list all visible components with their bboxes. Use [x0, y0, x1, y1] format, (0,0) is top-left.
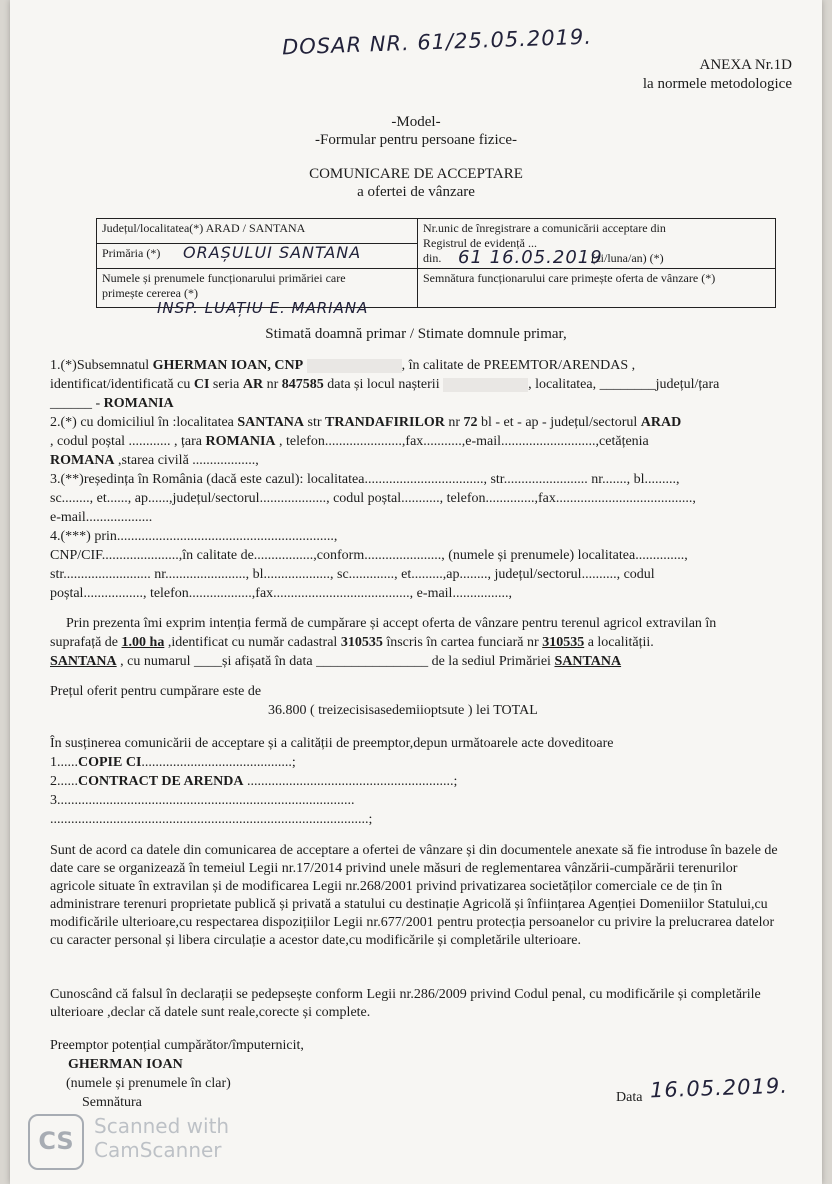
domicile-line-2: [50, 434, 649, 450]
camscanner-watermark: [94, 1114, 229, 1162]
residence-line-1: 3.(**)reședința în România (dacă este cazul): localitatea.................................., str........................ nr......., bl.........,: [50, 472, 680, 487]
dosar-handwritten: DOSAR NR. 61/25.05.2019.: [281, 24, 593, 60]
domicile-prefix: 2.(*) cu domiciliul în :localitatea: [50, 415, 238, 430]
id-serie-label: seria: [209, 377, 243, 392]
domicile-street-label: str: [304, 415, 326, 430]
salutation: Stimată doamnă primar / Stimate domnule primar,: [265, 326, 567, 342]
citizenship: ROMANA: [50, 453, 115, 468]
cadastral-label: ,identificat cu număr cadastral: [164, 635, 341, 650]
annex-number: ANEXA Nr.1D: [699, 57, 792, 73]
price-value: 36.800 ( treizecisisasedemiioptsute ) lei TOTAL: [268, 703, 538, 718]
id-nr: 847585: [281, 377, 324, 392]
signer-name: GHERMAN IOAN: [68, 1057, 183, 1072]
cf-number: 310535: [542, 635, 585, 650]
area-value: 1.00 ha: [121, 635, 165, 650]
residence-line-2: sc........, et......, ap......,județul/sectorul..................., codul poștal..........., telefon..............,fax.......................................,: [50, 491, 696, 506]
id-nr-label: nr: [263, 377, 282, 392]
document-page: [10, 0, 822, 1184]
identity-line-2: [50, 377, 719, 393]
watermark-line-1: Scanned with: [94, 1114, 230, 1138]
identity-prefix: 1.(*)Subsemnatul: [50, 358, 153, 373]
form-title-sub: a ofertei de vânzare: [357, 184, 475, 200]
annex-norms: la normele metodologice: [642, 76, 792, 92]
id-serie: AR: [242, 377, 264, 392]
intent-town-hall: SANTANA: [554, 654, 622, 669]
annex-heading: [643, 56, 792, 94]
nr-unic-label: Nr.unic de înregistrare a comunicării acceptare din: [423, 221, 666, 235]
doc-1-name: COPIE CI: [78, 755, 142, 770]
intent-line-3: [50, 654, 621, 670]
proxy-line-2: CNP/CIF......................,în calitate de.................,conform......................, (numele și prenumele) localitatea..............,: [50, 548, 688, 563]
functionar-handwritten: INSP. LUAȚIU E. MARIANA: [157, 299, 369, 317]
domicile-nr: 72: [463, 415, 478, 430]
birth-redacted: [443, 378, 528, 392]
doc-2-prefix: 2......: [50, 774, 78, 789]
domicile-details: bl - et - ap - județul/sectorul: [477, 415, 641, 430]
judet-label: Județul/localitatea(*) ARAD / SANTANA: [102, 221, 306, 235]
signer-role: Preemptor potențial cumpărător/împuternicit,: [50, 1038, 304, 1053]
country: ROMANIA: [103, 396, 174, 411]
functionar-cell: [97, 269, 418, 317]
identity-capacity: , în calitate de PREEMTOR/ARENDAS ,: [401, 358, 636, 373]
locality-label: a localității.: [584, 635, 654, 650]
cf-label: înscris în cartea funciară nr: [382, 635, 543, 650]
domicile-postal: , codul poștal ............ , țara: [50, 434, 206, 449]
domicile-line-1: [50, 415, 681, 431]
form-title: COMUNICARE DE ACCEPTARE: [309, 166, 523, 182]
form-subtitle: -Formular pentru persoane fizice-: [315, 132, 517, 148]
document-item-2: [50, 774, 457, 790]
domicile-country: ROMANIA: [205, 434, 276, 449]
price-label: Prețul oferit pentru cumpărare este de: [50, 684, 262, 699]
primaria-cell: [97, 244, 418, 269]
registry-table: [96, 218, 776, 317]
din-format: (zi/luna/an) (*): [591, 251, 664, 265]
signature-label: Semnătura: [82, 1095, 142, 1110]
domicile-nr-label: nr: [444, 415, 464, 430]
id-type: CI: [193, 377, 210, 392]
country-prefix: ______ -: [50, 396, 104, 411]
domicile-county: ARAD: [640, 415, 682, 430]
doc-2-dots: ...........................................................;: [243, 774, 458, 789]
applicant-name: GHERMAN IOAN, CNP: [152, 358, 304, 373]
document-item-1: [50, 755, 296, 771]
din-handwritten: 61 16.05.2019: [458, 247, 603, 268]
cnp-redacted: [307, 359, 402, 373]
residence-line-3: e-mail...................: [50, 510, 153, 525]
doc-2-name: CONTRACT DE ARENDA: [78, 774, 244, 789]
intent-line-2: [50, 635, 654, 651]
area-label: suprafață de: [50, 635, 122, 650]
identity-line-3: [50, 396, 174, 412]
cadastral-number: 310535: [340, 635, 383, 650]
id-prefix: identificat/identificată cu: [50, 377, 194, 392]
primaria-handwritten: ORAȘULUI SANTANA: [183, 243, 362, 262]
birth-label: data și locul nașterii: [323, 377, 440, 392]
functionar-label: Numele și prenumele funcționarului primăriei care primește cererea (*): [102, 271, 346, 300]
primaria-label: Primăria (*): [102, 246, 161, 260]
identity-line-1: [50, 358, 635, 374]
posting-details: , cu numarul ____și afișată în data ________________ de la sediul Primăriei: [116, 654, 555, 669]
document-item-3-cont: ...........................................................................................;: [50, 812, 373, 827]
din-label: din.: [423, 251, 442, 265]
proxy-line-3: str......................... nr......................., bl..................., sc............., et.........,ap........, județul/sectorul.........., codul: [50, 567, 655, 582]
watermark-line-2: CamScanner: [94, 1138, 222, 1162]
domicile-locality: SANTANA: [237, 415, 305, 430]
camscanner-logo: CS: [28, 1114, 84, 1170]
doc-1-dots: ...........................................;: [141, 755, 296, 770]
domicile-street: TRANDAFIRILOR: [325, 415, 445, 430]
declaration-paragraph: Cunoscând că falsul în declarații se pedepsește conform Legii nr.286/2009 privind Codul penal, cu modificările și completările ulterioare ,declar că datele sunt reale,corecte și complete.: [50, 987, 761, 1020]
documents-intro: În susținerea comunicării de acceptare și a calității de preemptor,depun următoarele acte doveditoare: [50, 736, 614, 751]
semnatura-functionar-label: Semnătura funcționarului care primește oferta de vânzare (*): [423, 271, 716, 285]
date-label: Data: [616, 1090, 643, 1105]
semnatura-functionar-cell: [418, 269, 776, 308]
date-handwritten: 16.05.2019.: [649, 1073, 789, 1103]
proxy-line-1: 4.(***) prin..............................................................,: [50, 529, 338, 544]
domicile-contact: , telefon......................,fax...........,e-mail...........................,cetățenia: [275, 434, 649, 449]
judet-cell: [97, 219, 418, 244]
domicile-line-3: [50, 453, 259, 469]
civil-status: ,starea civilă ..................,: [114, 453, 259, 468]
doc-1-prefix: 1......: [50, 755, 78, 770]
consent-paragraph: Sunt de acord ca datele din comunicarea de acceptare a ofertei de vânzare și din documentele anexate să fie introduse în bazele de date care se organizează în temeiul Legii nr.17/2014 privind unele măsuri de reglementarea vânzării-cumpărării terenurilor agricole situate în extravilan și de modificarea Legii nr.268/2001 privind privatizarea societăților comerciale ce de țin în administrare terenuri proprietate publică și privată a statului cu destinație Agricolă și înființarea Agenției Domeniilor Statului,cu modificările ulterioare,cu respectarea dispozițiilor Legii nr.677/2001 pentru protecția persoanelor cu privire la prelucrarea datelor cu caracter personal și libera circulație a acestor date,cu modificările și completările ulterioare.: [50, 843, 778, 948]
proxy-line-4: poștal................., telefon..................,fax......................................., e-mail................,: [50, 586, 512, 601]
intent-line-1: Prin prezenta îmi exprim intenția fermă de cumpărare și accept oferta de vânzare pentru terenul agricol extravilan în: [66, 616, 717, 631]
signer-clear-name: (numele și prenumele în clar): [66, 1076, 231, 1091]
birth-locality: , localitatea, ________județul/țara: [528, 377, 720, 392]
nr-unic-cell: [418, 219, 776, 269]
registry-evidence-label: Registrul de evidență ...: [423, 236, 537, 250]
document-item-3: 3.....................................................................................: [50, 793, 355, 808]
model-label: -Model-: [391, 114, 441, 130]
intent-locality: SANTANA: [50, 654, 117, 669]
